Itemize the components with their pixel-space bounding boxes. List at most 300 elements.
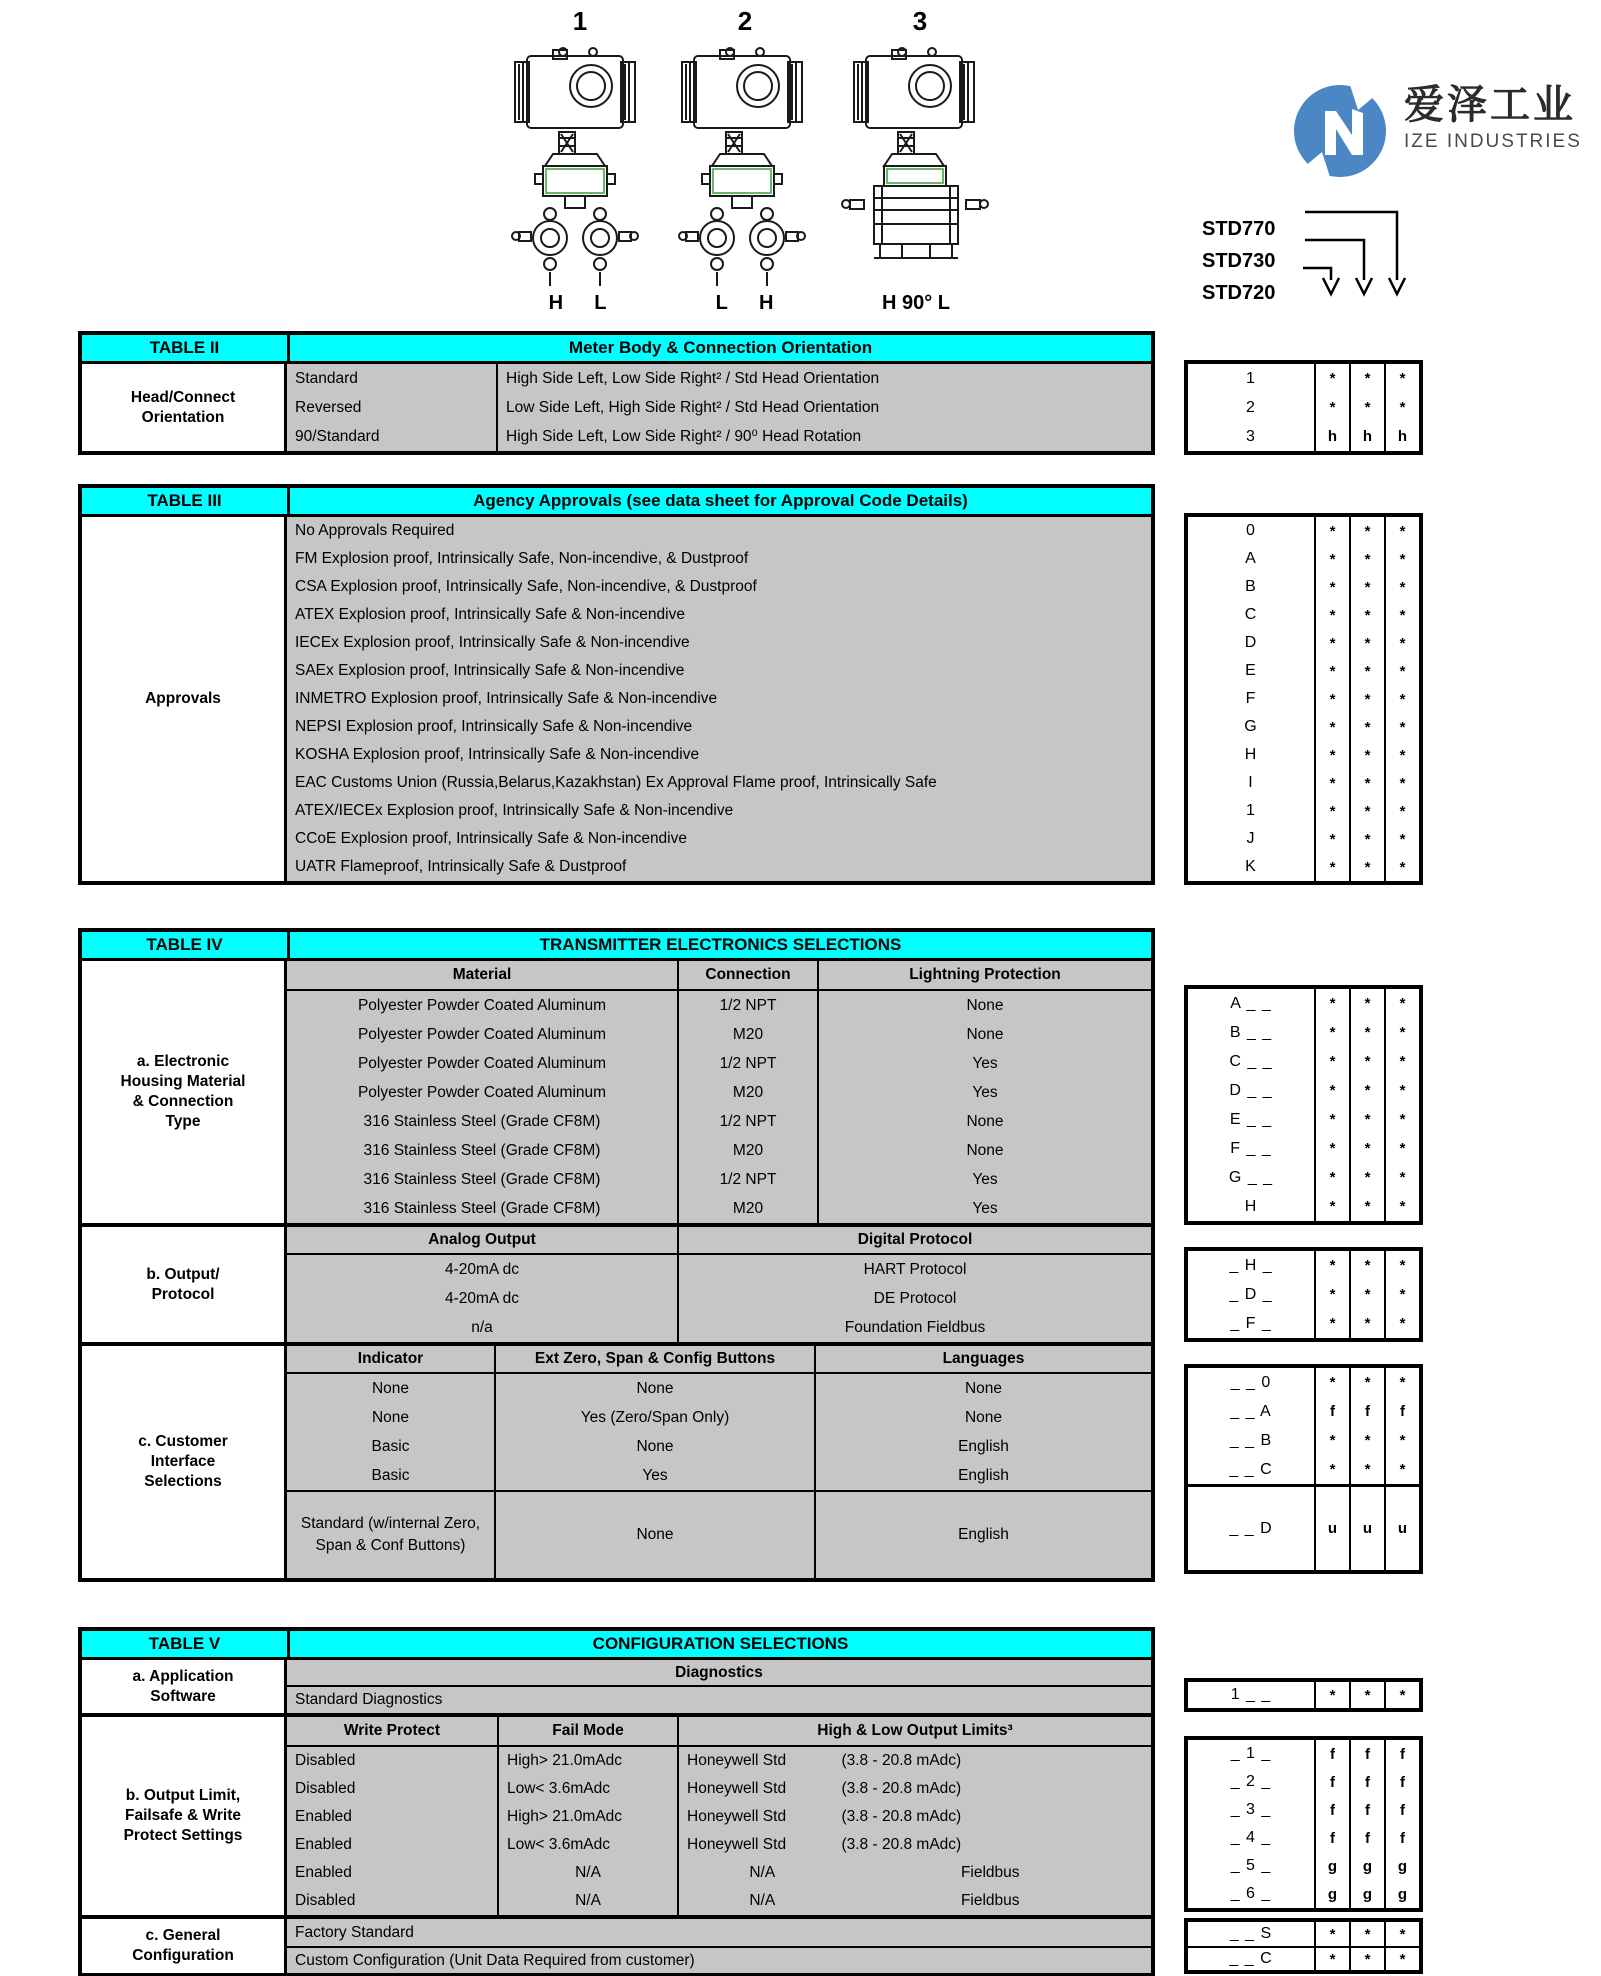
- availability-mark: *: [1364, 606, 1371, 624]
- availability-mark: *: [1364, 774, 1371, 792]
- group-label-line: Protocol: [151, 1285, 215, 1303]
- approval-cell: UATR Flameproof, Intrinsically Safe & Dustproof: [295, 858, 627, 875]
- limits-part2: (3.8 - 20.8 mAdc): [841, 1808, 962, 1825]
- output-limits-column: [677, 1747, 1151, 1915]
- section-a-subheader: [287, 961, 1151, 991]
- limits-cell: [679, 1859, 1151, 1887]
- model-label-std770: STD770: [1202, 218, 1276, 240]
- availability-mark: *: [1329, 1169, 1336, 1186]
- connection-cell: 1/2 NPT: [719, 1170, 777, 1188]
- availability-mark: *: [1399, 1169, 1406, 1186]
- availability-col-std770: [1384, 364, 1419, 451]
- lightning-cell: None: [966, 1141, 1004, 1159]
- code-cell: C: [1244, 606, 1258, 623]
- lightning-cell: Yes: [972, 1199, 998, 1217]
- availability-col-std720: [1314, 517, 1349, 881]
- availability-mark: *: [1364, 1111, 1371, 1128]
- transmitter-drawing-3: [826, 40, 1006, 330]
- code-cell: 0: [1246, 522, 1256, 539]
- code-cell: 3: [1246, 427, 1256, 445]
- availability-mark: f: [1400, 1745, 1405, 1763]
- code-cell: J: [1246, 830, 1256, 847]
- availability-mark: *: [1364, 1686, 1371, 1704]
- digital-cell: HART Protocol: [863, 1260, 967, 1278]
- availability-mark: *: [1399, 1461, 1406, 1478]
- availability-mark: *: [1329, 1082, 1336, 1099]
- limits-cell: [679, 1803, 1151, 1831]
- availability-mark: *: [1399, 774, 1406, 792]
- availability-mark: *: [1329, 578, 1336, 596]
- code-cell: _ H _: [1229, 1256, 1273, 1274]
- table-iv-a-code-box: [1184, 985, 1423, 1225]
- code-cell: _ 5 _: [1230, 1857, 1272, 1874]
- availability-mark: *: [1399, 1432, 1406, 1449]
- availability-mark: *: [1364, 550, 1371, 568]
- availability-col-std730: [1349, 1922, 1384, 1970]
- availability-mark: *: [1329, 1432, 1336, 1449]
- fail-mode-cell: Low< 3.6mAdc: [507, 1836, 610, 1853]
- col-header-lightning: Lightning Protection: [817, 961, 1151, 989]
- availability-mark: *: [1329, 662, 1336, 680]
- availability-col-std720: [1314, 1682, 1349, 1708]
- availability-mark: *: [1329, 606, 1336, 624]
- availability-col-std770: [1384, 1251, 1419, 1338]
- availability-mark: *: [1329, 802, 1336, 820]
- brand-name-cn: 爱泽工业: [1404, 83, 1576, 127]
- table-ii-id: TABLE II: [149, 338, 220, 357]
- approval-cell: ATEX Explosion proof, Intrinsically Safe & Non-incendive: [295, 606, 685, 623]
- availability-mark: *: [1399, 858, 1406, 876]
- code-cell: G: [1244, 718, 1258, 735]
- model-column-arrows: [1300, 196, 1420, 314]
- availability-mark: *: [1364, 690, 1371, 708]
- limits-cell: [679, 1775, 1151, 1803]
- code-cell: 2: [1246, 398, 1256, 416]
- material-cell: 316 Stainless Steel (Grade CF8M): [363, 1199, 601, 1217]
- section-b-body: [287, 1717, 1151, 1915]
- indicator-cell: None: [371, 1408, 410, 1426]
- availability-mark: *: [1399, 1374, 1406, 1391]
- availability-mark: *: [1399, 690, 1406, 708]
- connection-cell: M20: [732, 1025, 764, 1043]
- availability-mark: *: [1399, 1198, 1406, 1215]
- availability-mark: f: [1400, 1773, 1405, 1791]
- model-label-std720: STD720: [1202, 282, 1276, 304]
- port-label-l: L: [715, 292, 728, 314]
- limits-cell: [679, 1747, 1151, 1775]
- availability-mark: *: [1329, 718, 1336, 736]
- connection-cell: M20: [732, 1141, 764, 1159]
- port-label-h: H: [548, 292, 564, 314]
- group-label-line: Protect Settings: [123, 1827, 243, 1844]
- availability-mark: *: [1329, 830, 1336, 848]
- digital-cell: DE Protocol: [873, 1289, 957, 1307]
- availability-mark: *: [1329, 1461, 1336, 1478]
- availability-mark: *: [1399, 370, 1406, 387]
- code-cell: _ 4 _: [1230, 1829, 1272, 1846]
- code-cell: G _ _: [1228, 1168, 1274, 1186]
- availability-col-std730: [1349, 1368, 1384, 1570]
- desc-cell: High Side Left, Low Side Right² / 90⁰ Head Rotation: [506, 428, 862, 445]
- analog-cell: n/a: [471, 1318, 493, 1336]
- availability-mark: *: [1364, 830, 1371, 848]
- code-cell: E: [1245, 662, 1257, 679]
- availability-col-std730: [1349, 517, 1384, 881]
- table-v: [78, 1627, 1155, 1976]
- availability-mark: f: [1400, 1801, 1405, 1819]
- code-cell: K: [1245, 858, 1257, 875]
- port-labels: [505, 292, 650, 315]
- availability-mark: *: [1364, 1053, 1371, 1070]
- section-c-body: [287, 1346, 1151, 1578]
- availability-mark: *: [1329, 370, 1336, 387]
- general-config-cell: Custom Configuration (Unit Data Required from customer): [287, 1946, 1151, 1973]
- approval-cell: INMETRO Explosion proof, Intrinsically Safe & Non-incendive: [295, 690, 718, 707]
- desc-cell: High Side Left, Low Side Right² / Std Head Orientation: [506, 369, 880, 387]
- lightning-column: [817, 991, 1151, 1223]
- availability-mark: f: [1365, 1801, 1370, 1819]
- orientation-desc-column: [496, 364, 1151, 451]
- code-cell: _ _ 0: [1230, 1373, 1272, 1391]
- limits-part1: N/A: [749, 1864, 776, 1881]
- col-header-write-protect: Write Protect: [343, 1722, 441, 1739]
- code-cell: C _ _: [1229, 1052, 1273, 1070]
- code-cell: 1: [1246, 802, 1256, 819]
- availability-mark: *: [1364, 1169, 1371, 1186]
- languages-cell: None: [964, 1379, 1003, 1397]
- group-label-line: Failsafe & Write: [124, 1807, 241, 1824]
- availability-mark: h: [1362, 428, 1373, 445]
- buttons-column: [494, 1374, 814, 1490]
- write-protect-cell: Enabled: [295, 1836, 352, 1853]
- table-iii-header: [82, 488, 1151, 517]
- figure-number: 1: [572, 6, 588, 36]
- availability-mark: *: [1399, 606, 1406, 624]
- availability-mark: g: [1362, 1885, 1373, 1903]
- availability-mark: *: [1399, 550, 1406, 568]
- table-ii: [78, 331, 1155, 455]
- availability-mark: u: [1386, 1484, 1419, 1570]
- code-cell: E _ _: [1229, 1110, 1273, 1128]
- fail-mode-cell: Low< 3.6mAdc: [507, 1780, 610, 1797]
- availability-mark: *: [1364, 995, 1371, 1012]
- availability-mark: *: [1364, 802, 1371, 820]
- limits-part2: (3.8 - 20.8 mAdc): [841, 1780, 962, 1797]
- limits-part1: Honeywell Std: [687, 1780, 787, 1797]
- approval-cell: FM Explosion proof, Intrinsically Safe, Non-incendive, & Dustproof: [295, 550, 749, 567]
- diagnostics-rows: [287, 1687, 1151, 1713]
- analog-column: [287, 1255, 677, 1342]
- availability-mark: *: [1364, 746, 1371, 764]
- availability-mark: *: [1399, 399, 1406, 416]
- table-iii-title: Agency Approvals (see data sheet for Approval Code Details): [287, 488, 1151, 514]
- availability-mark: *: [1364, 1140, 1371, 1157]
- availability-mark: *: [1329, 1315, 1336, 1332]
- availability-mark: f: [1365, 1745, 1370, 1763]
- port-labels: [826, 292, 1006, 315]
- code-cell: _ D _: [1229, 1285, 1273, 1303]
- availability-mark: *: [1399, 1315, 1406, 1332]
- availability-mark: *: [1364, 578, 1371, 596]
- group-label-line: a. Application: [132, 1667, 234, 1685]
- availability-col-std730: [1349, 1251, 1384, 1338]
- code-labels: [1188, 364, 1314, 451]
- code-cell: _ _ D: [1188, 1484, 1314, 1570]
- approval-cell: CCoE Explosion proof, Intrinsically Safe & Non-incendive: [295, 830, 687, 847]
- code-cell: 1 _ _: [1230, 1686, 1272, 1703]
- table-ii-title: Meter Body & Connection Orientation: [287, 335, 1151, 361]
- availability-mark: *: [1399, 522, 1406, 540]
- availability-mark: f: [1330, 1745, 1335, 1763]
- availability-mark: *: [1386, 1946, 1419, 1970]
- group-label-line: Housing Material: [120, 1073, 246, 1090]
- availability-mark: g: [1397, 1885, 1408, 1903]
- buttons-cell: Yes (Zero/Span Only): [580, 1408, 730, 1426]
- availability-mark: *: [1399, 578, 1406, 596]
- languages-column: [814, 1374, 1151, 1490]
- availability-mark: *: [1364, 1024, 1371, 1041]
- option-cell: Standard: [295, 369, 358, 387]
- availability-mark: *: [1329, 746, 1336, 764]
- code-labels: [1188, 1251, 1314, 1338]
- availability-col-std720: [1314, 1740, 1349, 1908]
- buttons-cell: None: [636, 1437, 674, 1455]
- availability-mark: *: [1329, 774, 1336, 792]
- availability-mark: u: [1316, 1484, 1349, 1570]
- availability-col-std720: [1314, 1251, 1349, 1338]
- table-iv-id: TABLE IV: [146, 935, 223, 954]
- availability-col-std770: [1384, 989, 1419, 1221]
- availability-mark: *: [1364, 858, 1371, 876]
- languages-cell: English: [958, 1466, 1009, 1484]
- code-cell: A _ _: [1230, 994, 1272, 1012]
- brand-logo: [1292, 83, 1582, 179]
- approval-cell: SAEx Explosion proof, Intrinsically Safe & Non-incendive: [295, 662, 685, 679]
- limits-part1: Honeywell Std: [687, 1836, 787, 1853]
- code-labels: [1188, 1740, 1314, 1908]
- availability-col-std720: [1314, 1368, 1349, 1570]
- availability-mark: g: [1327, 1857, 1338, 1875]
- figure-number: 3: [912, 6, 928, 36]
- port-label-l: L: [594, 292, 607, 314]
- availability-mark: *: [1399, 802, 1406, 820]
- languages-cell-d: English: [814, 1492, 1151, 1578]
- availability-mark: *: [1399, 718, 1406, 736]
- availability-col-std730: [1349, 1682, 1384, 1708]
- availability-mark: *: [1399, 1925, 1406, 1943]
- availability-mark: *: [1364, 1198, 1371, 1215]
- code-cell: I: [1248, 774, 1254, 791]
- transmitter-figure: [505, 40, 645, 292]
- group-label-customer-interface: [82, 1346, 287, 1578]
- group-label-general-configuration: [82, 1919, 287, 1973]
- availability-col-std770: [1384, 1740, 1419, 1908]
- availability-mark: h: [1327, 428, 1338, 445]
- lightning-cell: Yes: [972, 1054, 998, 1072]
- section-a-rows: [287, 991, 1151, 1223]
- group-label-line: b. Output Limit,: [125, 1787, 241, 1804]
- group-label-line: Approvals: [145, 690, 221, 707]
- availability-col-std770: [1384, 1368, 1419, 1570]
- availability-mark: *: [1364, 399, 1371, 416]
- section-c-row-d: [287, 1490, 1151, 1578]
- material-column: [287, 991, 677, 1223]
- availability-mark: *: [1399, 830, 1406, 848]
- availability-mark: *: [1364, 1374, 1371, 1391]
- availability-mark: *: [1329, 858, 1336, 876]
- section-b-rows: [287, 1747, 1151, 1915]
- indicator-cell-d: Standard (w/internal Zero, Span & Conf Buttons): [287, 1492, 494, 1578]
- col-header-material: Material: [452, 966, 512, 983]
- material-cell: 316 Stainless Steel (Grade CF8M): [363, 1141, 601, 1159]
- col-header-languages: Languages: [814, 1346, 1151, 1372]
- availability-mark: f: [1365, 1829, 1370, 1847]
- availability-col-std730: [1349, 364, 1384, 451]
- table-iv-header: [82, 932, 1151, 961]
- fail-mode-cell: N/A: [575, 1864, 601, 1881]
- table-iv-title: TRANSMITTER ELECTRONICS SELECTIONS: [287, 932, 1151, 958]
- availability-mark: *: [1329, 1024, 1336, 1041]
- indicator-cell: Basic: [371, 1437, 410, 1455]
- group-label-line: Software: [150, 1687, 216, 1705]
- diagnostics-cell: Standard Diagnostics: [295, 1691, 443, 1708]
- availability-mark: *: [1399, 1686, 1406, 1704]
- availability-mark: *: [1364, 1082, 1371, 1099]
- code-cell: _ _ C: [1229, 1460, 1273, 1478]
- availability-mark: *: [1329, 1111, 1336, 1128]
- analog-cell: 4-20mA dc: [444, 1289, 520, 1307]
- availability-mark: f: [1365, 1403, 1370, 1420]
- availability-mark: f: [1365, 1773, 1370, 1791]
- table-iv-section-b: [82, 1223, 1151, 1342]
- code-cell: H: [1244, 746, 1258, 763]
- col-header-diagnostics: Diagnostics: [675, 1663, 763, 1681]
- group-label-line: Type: [165, 1113, 201, 1130]
- availability-mark: *: [1399, 1286, 1406, 1303]
- table-v-b-code-box: [1184, 1736, 1423, 1912]
- table-ii-code-box: [1184, 360, 1423, 455]
- group-label-line: Interface: [150, 1453, 216, 1470]
- transmitter-figure: [672, 40, 812, 292]
- limits-part1: Honeywell Std: [687, 1752, 787, 1769]
- group-label-line: a. Electronic: [136, 1053, 230, 1070]
- group-label-line: Orientation: [141, 408, 225, 426]
- group-label-line: c. Customer: [138, 1433, 228, 1450]
- connection-column: [677, 991, 817, 1223]
- fail-mode-cell: High> 21.0mAdc: [507, 1808, 623, 1825]
- availability-mark: *: [1364, 662, 1371, 680]
- connection-cell: M20: [732, 1199, 764, 1217]
- limits-part2: (3.8 - 20.8 mAdc): [841, 1836, 962, 1853]
- transmitter-figure: [826, 40, 1004, 292]
- availability-col-std730: [1349, 989, 1384, 1221]
- code-cell: _ _ B: [1229, 1431, 1273, 1449]
- material-cell: 316 Stainless Steel (Grade CF8M): [363, 1170, 601, 1188]
- col-header-connection: Connection: [677, 961, 817, 989]
- connection-cell: 1/2 NPT: [719, 1112, 777, 1130]
- code-cell: _ _ C: [1188, 1946, 1314, 1970]
- code-cell: _ 3 _: [1230, 1801, 1272, 1818]
- availability-mark: *: [1364, 1286, 1371, 1303]
- availability-mark: f: [1330, 1403, 1335, 1420]
- digital-column: [677, 1255, 1151, 1342]
- buttons-cell-d: None: [494, 1492, 814, 1578]
- approval-cell: No Approvals Required: [295, 522, 455, 539]
- port-label-h90l: H 90° L: [881, 292, 951, 314]
- availability-mark: f: [1400, 1829, 1405, 1847]
- availability-mark: *: [1364, 634, 1371, 652]
- group-label-line: b. Output/: [146, 1265, 220, 1283]
- code-labels: [1188, 1922, 1314, 1970]
- availability-col-std770: [1384, 1682, 1419, 1708]
- write-protect-cell: Enabled: [295, 1808, 352, 1825]
- table-iv-b-code-box: [1184, 1247, 1423, 1342]
- table-v-title: CONFIGURATION SELECTIONS: [287, 1631, 1151, 1657]
- limits-part1: N/A: [749, 1892, 776, 1909]
- availability-mark: h: [1397, 428, 1408, 445]
- code-cell: _ _ A: [1230, 1402, 1272, 1420]
- brand-name-en: IZE INDUSTRIES: [1404, 131, 1582, 152]
- indicator-column: [287, 1374, 494, 1490]
- code-cell: D _ _: [1229, 1081, 1273, 1099]
- group-label-output-limit: [82, 1717, 287, 1915]
- availability-mark: *: [1329, 1053, 1336, 1070]
- digital-cell: Foundation Fieldbus: [844, 1318, 986, 1336]
- availability-mark: u: [1351, 1484, 1384, 1570]
- limits-cell: [679, 1887, 1151, 1915]
- availability-mark: *: [1329, 1686, 1336, 1704]
- material-cell: 316 Stainless Steel (Grade CF8M): [363, 1112, 601, 1130]
- port-labels: [672, 292, 817, 315]
- lightning-cell: Yes: [972, 1083, 998, 1101]
- section-b-body: [287, 1227, 1151, 1342]
- limits-part2: Fieldbus: [960, 1864, 1020, 1881]
- code-cell: A: [1245, 550, 1257, 567]
- orientation-option-column: [287, 364, 496, 451]
- approval-cell: NEPSI Explosion proof, Intrinsically Safe & Non-incendive: [295, 718, 693, 735]
- group-label-head-connect: [82, 364, 287, 451]
- availability-mark: *: [1329, 1140, 1336, 1157]
- availability-col-std720: [1314, 989, 1349, 1221]
- figure-number: 2: [737, 6, 753, 36]
- code-labels: [1188, 989, 1314, 1221]
- availability-mark: g: [1397, 1857, 1408, 1875]
- connection-cell: 1/2 NPT: [719, 1054, 777, 1072]
- fail-mode-cell: High> 21.0mAdc: [507, 1752, 623, 1769]
- availability-mark: *: [1364, 1461, 1371, 1478]
- code-cell: F _ _: [1230, 1139, 1272, 1157]
- availability-mark: *: [1399, 1111, 1406, 1128]
- group-label-line: c. General: [145, 1927, 221, 1944]
- group-label-line: Selections: [144, 1473, 222, 1490]
- general-config-cell: Factory Standard: [295, 1923, 414, 1941]
- indicator-cell: None: [371, 1379, 410, 1397]
- availability-mark: *: [1364, 1257, 1371, 1274]
- table-ii-body: [82, 364, 1151, 451]
- availability-mark: *: [1329, 995, 1336, 1012]
- table-iii-id: TABLE III: [147, 491, 222, 510]
- code-cell: H: [1244, 1197, 1258, 1215]
- code-labels: [1188, 517, 1314, 881]
- availability-mark: *: [1329, 522, 1336, 540]
- table-iv-c-code-box: [1184, 1364, 1423, 1574]
- code-cell: _ _ S: [1229, 1925, 1273, 1942]
- col-header-fail-mode: Fail Mode: [497, 1717, 677, 1745]
- code-cell: _ 2 _: [1230, 1773, 1272, 1790]
- availability-col-std730: [1349, 1740, 1384, 1908]
- option-cell: 90/Standard: [295, 427, 380, 445]
- availability-mark: *: [1399, 1140, 1406, 1157]
